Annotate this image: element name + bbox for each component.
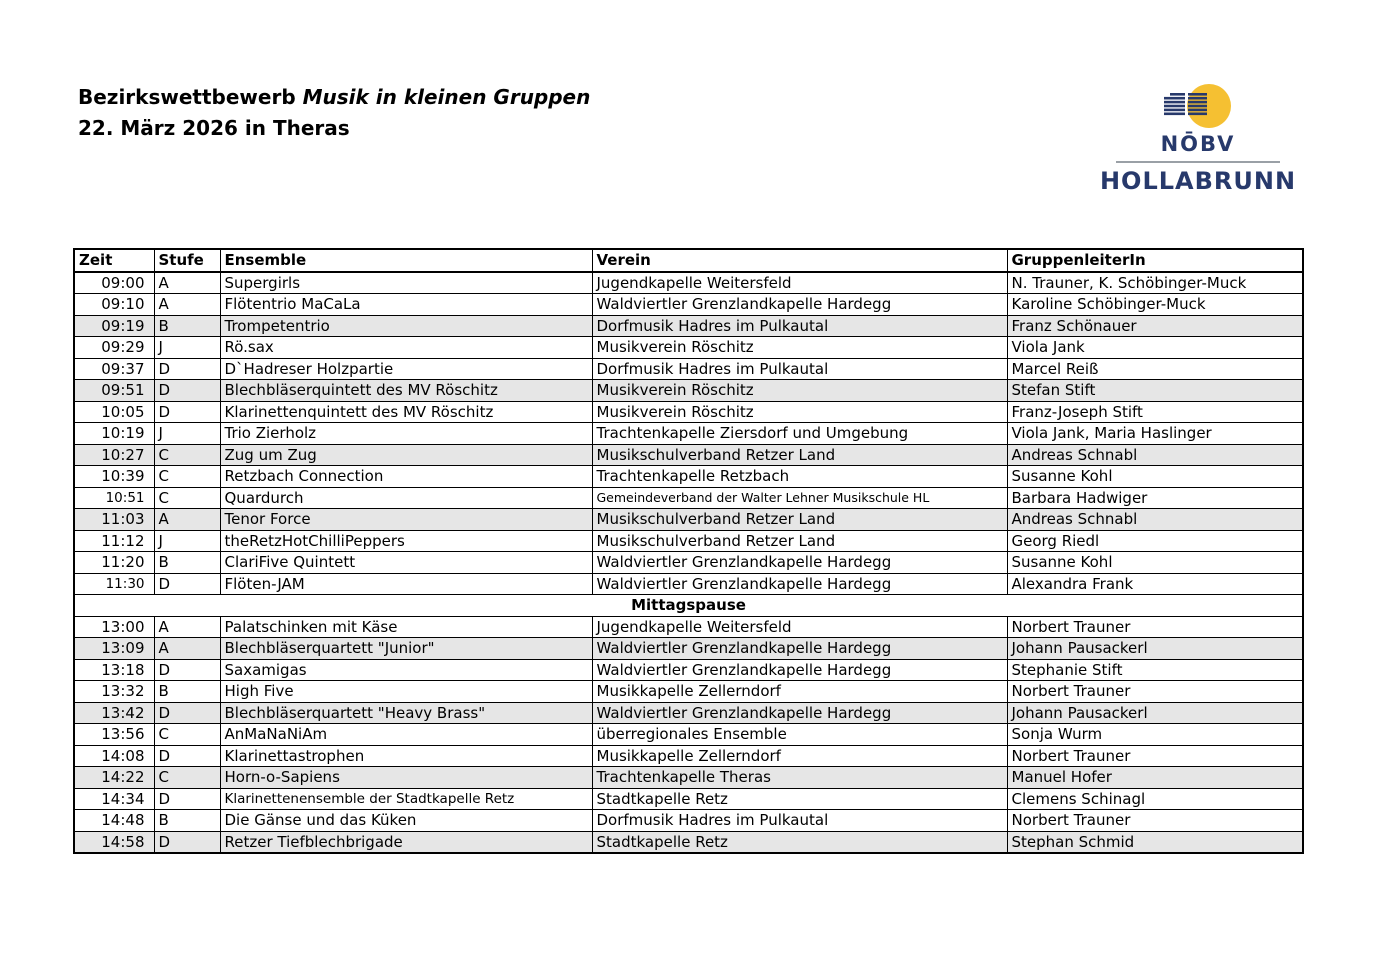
title-emphasis: Musik in kleinen Gruppen <box>302 85 591 109</box>
cell-zeit: 13:32 <box>74 681 154 703</box>
table-row <box>74 659 1303 681</box>
cell-verein: Jugendkapelle Weitersfeld <box>592 272 1007 294</box>
cell-stufe: J <box>154 337 220 359</box>
cell-ensemble: D`Hadreser Holzpartie <box>220 358 592 380</box>
table-row <box>74 487 1303 509</box>
cell-stufe: A <box>154 294 220 316</box>
table-row <box>74 401 1303 423</box>
cell-ensemble: Trompetentrio <box>220 315 592 337</box>
cell-zeit: 14:48 <box>74 810 154 832</box>
cell-zeit: 11:12 <box>74 530 154 552</box>
title-prefix: Bezirkswettbewerb <box>78 85 296 109</box>
cell-ensemble: Palatschinken mit Käse <box>220 616 592 638</box>
cell-stufe: D <box>154 401 220 423</box>
cell-zeit: 11:03 <box>74 509 154 531</box>
cell-gruppenleiterin: Susanne Kohl <box>1007 466 1303 488</box>
cell-zeit: 10:39 <box>74 466 154 488</box>
cell-ensemble: theRetzHotChilliPeppers <box>220 530 592 552</box>
table-header-row <box>74 249 1303 272</box>
cell-stufe: D <box>154 380 220 402</box>
cell-ensemble: Trio Zierholz <box>220 423 592 445</box>
cell-zeit: 10:19 <box>74 423 154 445</box>
cell-stufe: D <box>154 702 220 724</box>
cell-zeit: 11:30 <box>74 573 154 595</box>
cell-ensemble: Retzbach Connection <box>220 466 592 488</box>
cell-zeit: 14:08 <box>74 745 154 767</box>
table-row <box>74 573 1303 595</box>
cell-zeit: 13:00 <box>74 616 154 638</box>
cell-zeit: 11:20 <box>74 552 154 574</box>
table-row <box>74 466 1303 488</box>
cell-zeit: 09:29 <box>74 337 154 359</box>
cell-gruppenleiterin: Johann Pausackerl <box>1007 702 1303 724</box>
table-row <box>74 337 1303 359</box>
cell-stufe: C <box>154 767 220 789</box>
cell-stufe: D <box>154 573 220 595</box>
cell-zeit: 09:10 <box>74 294 154 316</box>
cell-verein: Musikverein Röschitz <box>592 380 1007 402</box>
table-row <box>74 681 1303 703</box>
cell-verein: Waldviertler Grenzlandkapelle Hardegg <box>592 702 1007 724</box>
table-row <box>74 423 1303 445</box>
table-row <box>74 788 1303 810</box>
cell-gruppenleiterin: Manuel Hofer <box>1007 767 1303 789</box>
cell-gruppenleiterin: Franz Schönauer <box>1007 315 1303 337</box>
table-row <box>74 616 1303 638</box>
cell-gruppenleiterin: Barbara Hadwiger <box>1007 487 1303 509</box>
cell-zeit: 13:56 <box>74 724 154 746</box>
column-header-gruppenleiterin: GruppenleiterIn <box>1007 249 1303 272</box>
cell-stufe: J <box>154 423 220 445</box>
cell-verein: Stadtkapelle Retz <box>592 788 1007 810</box>
cell-stufe: A <box>154 616 220 638</box>
cell-verein: Musikkapelle Zellerndorf <box>592 681 1007 703</box>
column-header-ensemble: Ensemble <box>220 249 592 272</box>
cell-verein: überregionales Ensemble <box>592 724 1007 746</box>
cell-verein: Jugendkapelle Weitersfeld <box>592 616 1007 638</box>
cell-ensemble: Klarinettenensemble der Stadtkapelle Retz <box>220 788 592 810</box>
cell-stufe: A <box>154 638 220 660</box>
cell-verein: Waldviertler Grenzlandkapelle Hardegg <box>592 552 1007 574</box>
cell-zeit: 14:58 <box>74 831 154 853</box>
cell-zeit: 13:42 <box>74 702 154 724</box>
cell-ensemble: Klarinettastrophen <box>220 745 592 767</box>
title-line-1 <box>78 82 590 113</box>
table-row <box>74 530 1303 552</box>
cell-stufe: A <box>154 509 220 531</box>
cell-gruppenleiterin: Johann Pausackerl <box>1007 638 1303 660</box>
cell-stufe: D <box>154 358 220 380</box>
noebv-logo <box>1098 78 1298 195</box>
column-header-stufe: Stufe <box>154 249 220 272</box>
cell-stufe: C <box>154 724 220 746</box>
logo-org-name: NŌBV <box>1160 132 1236 156</box>
cell-stufe: D <box>154 659 220 681</box>
cell-stufe: C <box>154 444 220 466</box>
cell-stufe: J <box>154 530 220 552</box>
schedule-table-body <box>74 272 1303 854</box>
cell-verein: Musikschulverband Retzer Land <box>592 444 1007 466</box>
cell-gruppenleiterin: Susanne Kohl <box>1007 552 1303 574</box>
cell-ensemble: Rö.sax <box>220 337 592 359</box>
cell-ensemble: Tenor Force <box>220 509 592 531</box>
cell-ensemble: Retzer Tiefblechbrigade <box>220 831 592 853</box>
table-row <box>74 444 1303 466</box>
pause-label: Mittagspause <box>74 595 1303 617</box>
pause-row <box>74 595 1303 617</box>
cell-ensemble: Blechbläserquartett "Junior" <box>220 638 592 660</box>
cell-gruppenleiterin: Viola Jank, Maria Haslinger <box>1007 423 1303 445</box>
cell-stufe: D <box>154 745 220 767</box>
cell-verein: Dorfmusik Hadres im Pulkautal <box>592 358 1007 380</box>
table-row <box>74 315 1303 337</box>
cell-gruppenleiterin: Norbert Trauner <box>1007 745 1303 767</box>
cell-gruppenleiterin: Norbert Trauner <box>1007 616 1303 638</box>
cell-gruppenleiterin: Stephanie Stift <box>1007 659 1303 681</box>
cell-stufe: C <box>154 466 220 488</box>
cell-gruppenleiterin: Franz-Joseph Stift <box>1007 401 1303 423</box>
table-row <box>74 272 1303 294</box>
cell-zeit: 14:34 <box>74 788 154 810</box>
cell-verein: Stadtkapelle Retz <box>592 831 1007 853</box>
cell-zeit: 10:05 <box>74 401 154 423</box>
cell-gruppenleiterin: Sonja Wurm <box>1007 724 1303 746</box>
cell-zeit: 10:51 <box>74 487 154 509</box>
cell-verein: Musikverein Röschitz <box>592 337 1007 359</box>
table-row <box>74 358 1303 380</box>
cell-zeit: 13:18 <box>74 659 154 681</box>
cell-verein: Trachtenkapelle Ziersdorf und Umgebung <box>592 423 1007 445</box>
cell-ensemble: Flöten-JAM <box>220 573 592 595</box>
cell-gruppenleiterin: Viola Jank <box>1007 337 1303 359</box>
cell-gruppenleiterin: Marcel Reiß <box>1007 358 1303 380</box>
cell-verein: Trachtenkapelle Theras <box>592 767 1007 789</box>
cell-verein: Gemeindeverband der Walter Lehner Musikschule HL <box>592 487 1007 509</box>
cell-ensemble: Die Gänse und das Küken <box>220 810 592 832</box>
cell-ensemble: Supergirls <box>220 272 592 294</box>
table-row <box>74 509 1303 531</box>
logo-region-name: HOLLABRUNN <box>1099 167 1297 195</box>
cell-gruppenleiterin: Stephan Schmid <box>1007 831 1303 853</box>
cell-ensemble: Zug um Zug <box>220 444 592 466</box>
cell-verein: Waldviertler Grenzlandkapelle Hardegg <box>592 659 1007 681</box>
cell-ensemble: Quardurch <box>220 487 592 509</box>
cell-zeit: 14:22 <box>74 767 154 789</box>
cell-verein: Waldviertler Grenzlandkapelle Hardegg <box>592 294 1007 316</box>
cell-zeit: 09:37 <box>74 358 154 380</box>
cell-verein: Dorfmusik Hadres im Pulkautal <box>592 810 1007 832</box>
cell-stufe: B <box>154 552 220 574</box>
cell-gruppenleiterin: Norbert Trauner <box>1007 810 1303 832</box>
noebv-sun-stripes-icon <box>1118 78 1278 134</box>
cell-stufe: D <box>154 831 220 853</box>
cell-ensemble: High Five <box>220 681 592 703</box>
table-row <box>74 380 1303 402</box>
cell-stufe: B <box>154 810 220 832</box>
cell-zeit: 09:00 <box>74 272 154 294</box>
table-row <box>74 810 1303 832</box>
cell-stufe: B <box>154 681 220 703</box>
cell-stufe: B <box>154 315 220 337</box>
column-header-zeit: Zeit <box>74 249 154 272</box>
cell-gruppenleiterin: Andreas Schnabl <box>1007 444 1303 466</box>
table-row <box>74 724 1303 746</box>
document-title <box>78 82 590 144</box>
table-row <box>74 831 1303 853</box>
cell-ensemble: AnMaNaNiAm <box>220 724 592 746</box>
cell-verein: Trachtenkapelle Retzbach <box>592 466 1007 488</box>
table-row <box>74 294 1303 316</box>
cell-verein: Waldviertler Grenzlandkapelle Hardegg <box>592 573 1007 595</box>
cell-ensemble: Klarinettenquintett des MV Röschitz <box>220 401 592 423</box>
table-row <box>74 638 1303 660</box>
cell-verein: Musikschulverband Retzer Land <box>592 530 1007 552</box>
cell-gruppenleiterin: Andreas Schnabl <box>1007 509 1303 531</box>
cell-verein: Musikkapelle Zellerndorf <box>592 745 1007 767</box>
cell-ensemble: ClariFive Quintett <box>220 552 592 574</box>
cell-stufe: A <box>154 272 220 294</box>
cell-gruppenleiterin: Norbert Trauner <box>1007 681 1303 703</box>
cell-ensemble: Saxamigas <box>220 659 592 681</box>
logo-divider <box>1116 161 1280 163</box>
cell-zeit: 09:51 <box>74 380 154 402</box>
cell-gruppenleiterin: Stefan Stift <box>1007 380 1303 402</box>
cell-gruppenleiterin: N. Trauner, K. Schöbinger-Muck <box>1007 272 1303 294</box>
cell-verein: Musikverein Röschitz <box>592 401 1007 423</box>
schedule-table <box>73 248 1304 854</box>
cell-ensemble: Flötentrio MaCaLa <box>220 294 592 316</box>
cell-zeit: 10:27 <box>74 444 154 466</box>
cell-verein: Musikschulverband Retzer Land <box>592 509 1007 531</box>
cell-ensemble: Blechbläserquartett "Heavy Brass" <box>220 702 592 724</box>
cell-gruppenleiterin: Karoline Schöbinger-Muck <box>1007 294 1303 316</box>
cell-stufe: D <box>154 788 220 810</box>
table-row <box>74 702 1303 724</box>
cell-verein: Waldviertler Grenzlandkapelle Hardegg <box>592 638 1007 660</box>
cell-verein: Dorfmusik Hadres im Pulkautal <box>592 315 1007 337</box>
table-row <box>74 745 1303 767</box>
title-date-line: 22. März 2026 in Theras <box>78 116 350 140</box>
cell-gruppenleiterin: Alexandra Frank <box>1007 573 1303 595</box>
cell-stufe: C <box>154 487 220 509</box>
cell-ensemble: Blechbläserquintett des MV Röschitz <box>220 380 592 402</box>
table-row <box>74 767 1303 789</box>
cell-ensemble: Horn-o-Sapiens <box>220 767 592 789</box>
cell-zeit: 13:09 <box>74 638 154 660</box>
cell-gruppenleiterin: Georg Riedl <box>1007 530 1303 552</box>
cell-zeit: 09:19 <box>74 315 154 337</box>
cell-gruppenleiterin: Clemens Schinagl <box>1007 788 1303 810</box>
column-header-verein: Verein <box>592 249 1007 272</box>
table-row <box>74 552 1303 574</box>
